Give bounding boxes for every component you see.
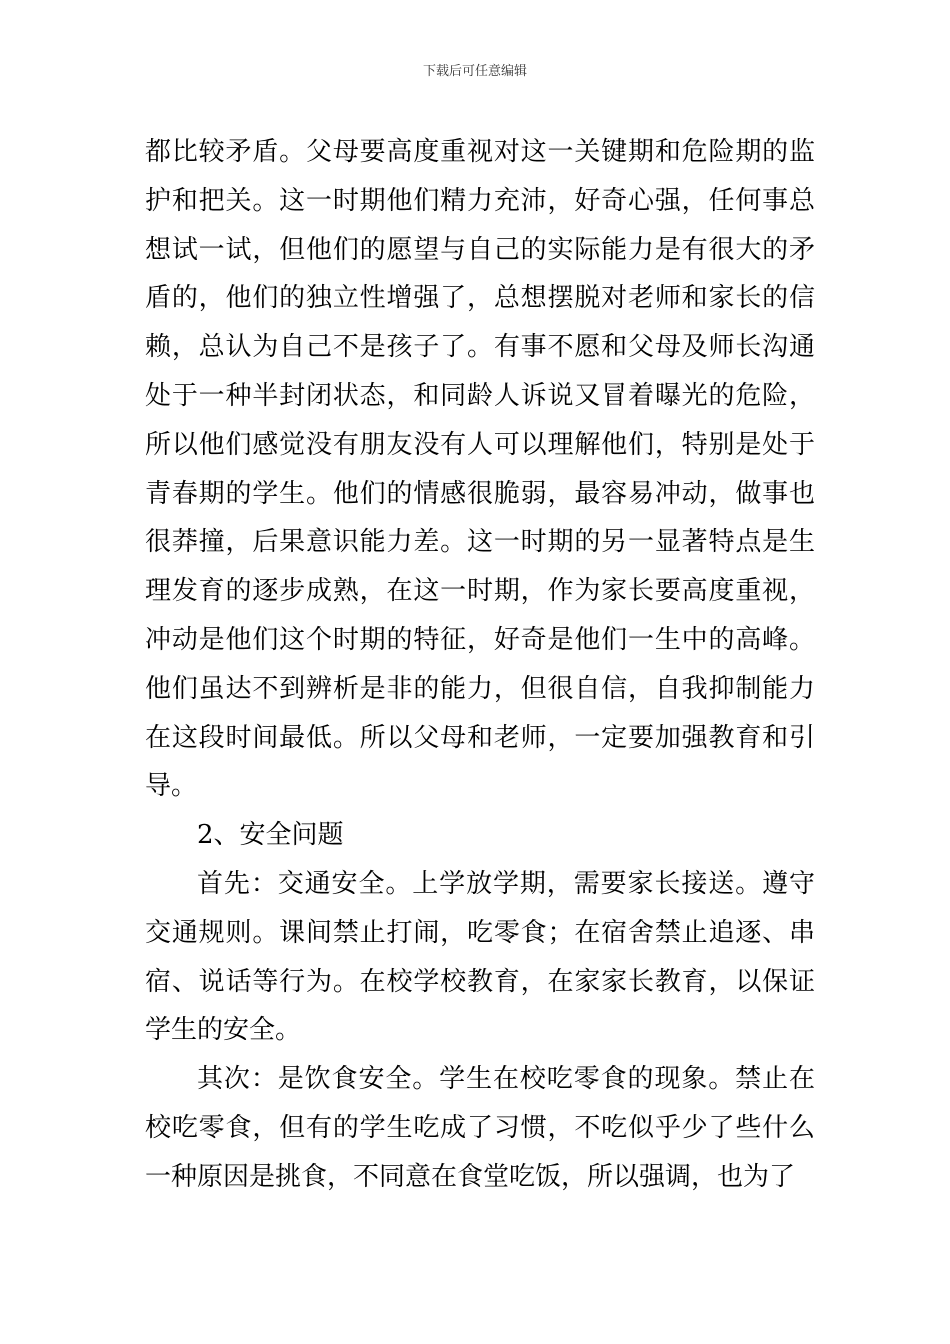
section-heading-safety: 2、安全问题 xyxy=(197,820,344,851)
page-header-note: 下载后可任意编辑 xyxy=(422,64,527,79)
paragraph-traffic-safety: 首先：交通安全。上学放学期，需要家长接送。遵守交通规则。课间禁止打闹，吃零食；在宿舍禁止追逐、串宿、说话等行为。在校学校教育，在家家长教育，以保证学生的安全。 xyxy=(145,868,815,1046)
document-body xyxy=(145,128,815,1202)
paragraph-food-safety: 其次：是饮食安全。学生在校吃零食的现象。禁止在校吃零食，但有的学生吃成了习惯，不吃似乎少了些什么一种原因是挑食，不同意在食堂吃饭，所以强调，也为了 xyxy=(145,1064,815,1192)
paragraph-continuation: 都比较矛盾。父母要高度重视对这一关键期和危险期的监护和把关。这一时期他们精力充沛，好奇心强，任何事总想试一试，但他们的愿望与自己的实际能力是有很大的矛盾的，他们的独立性增强了，总想摆脱对老师和家长的信赖，总认为自己不是孩子了。有事不愿和父母及师长沟通处于一种半封闭状态，和同龄人诉说又冒着曝光的危险，所以他们感觉没有朋友没有人可以理解他们，特别是处于青春期的学生。他们的情感很脆弱，最容易冲动，做事也很莽撞，后果意识能力差。这一时期的另一显著特点是生理发育的逐步成熟，在这一时期，作为家长要高度重视，冲动是他们这个时期的特征，好奇是他们一生中的高峰。他们虽达不到辨析是非的能力，但很自信，自我抑制能力在这段时间最低。所以父母和老师，一定要加强教育和引导。 xyxy=(145,137,815,802)
